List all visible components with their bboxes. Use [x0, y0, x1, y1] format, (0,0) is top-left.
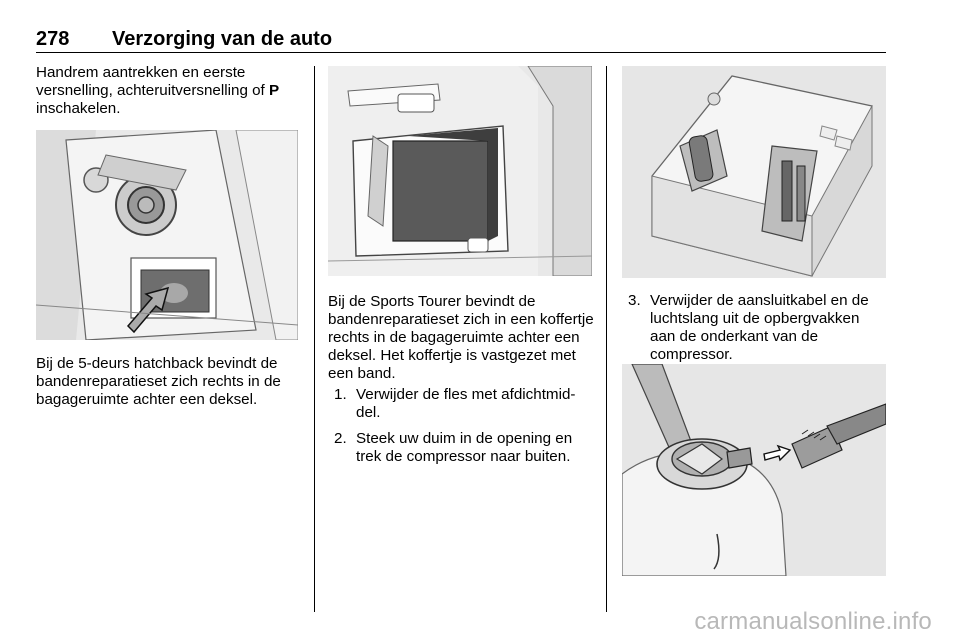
footer-watermark: carmanualsonline.info: [694, 608, 932, 635]
figure-sports-tourer-trunk: [328, 66, 592, 276]
figure-compressor-connection: [622, 364, 886, 576]
steps-list-b: [628, 292, 886, 364]
list-item: 2. Steek uw duim in de opening en trek de compressor naar buiten.: [334, 430, 573, 465]
hatchback-trunk-illustration: [36, 130, 298, 340]
intro-text-start: Handrem aantrekken en eerste versnelling, achteruitversnelling of: [36, 64, 269, 99]
page-header: [36, 26, 886, 53]
column-divider-2: [606, 66, 607, 612]
repair-kit-box-illustration: [622, 66, 886, 278]
sports-tourer-trunk-illustration: [328, 66, 592, 276]
page-title: Verzorging van de auto: [112, 28, 333, 50]
steps-list-a: [334, 386, 596, 466]
intro-paragraph: [36, 64, 306, 118]
intro-text-end: inschakelen.: [36, 100, 121, 117]
figure-repair-kit-box: [622, 66, 886, 278]
list-item: 1. Verwijder de fles met afdichtmid-del.: [334, 386, 576, 421]
caption-hatchback: Bij de 5-deurs hatchback bevindt de bandenreparatieset zich rechts in de bagageruimte achter een deksel.: [36, 355, 281, 408]
page-number: 278: [36, 28, 70, 50]
compressor-connection-illustration: [622, 364, 886, 576]
sports-tourer-paragraph: Bij de Sports Tourer bevindt de bandenreparatieset zich in een koffertje rechts in de bagageruimte achter een deksel. Het koffertje is vastgezet met een band.: [328, 293, 594, 382]
list-item: 3. Verwijder de aansluitkabel en de luchtslang uit de opbergvakken aan de onderkant van de compressor.: [628, 292, 869, 363]
gear-letter: P: [269, 82, 280, 99]
column-divider-1: [314, 66, 315, 612]
figure-hatchback-trunk: [36, 130, 298, 340]
